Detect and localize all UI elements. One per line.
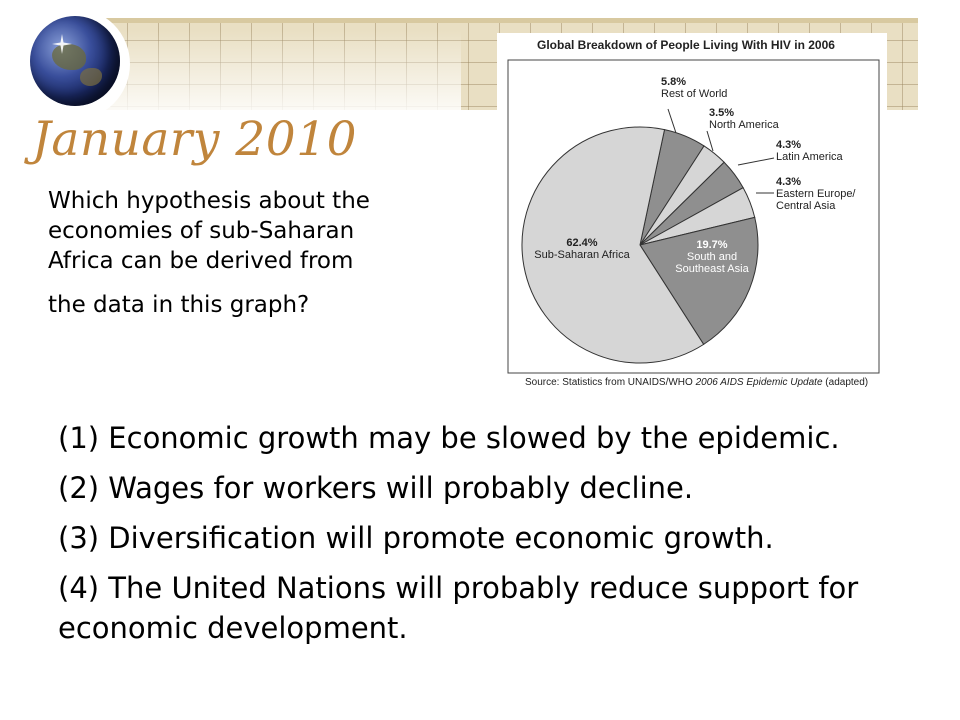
category-label-sub-saharan-africa: Sub-Saharan Africa	[534, 249, 630, 261]
data-label-sub-saharan-africa: 62.4%	[566, 237, 598, 249]
source-suffix: (adapted)	[822, 377, 869, 388]
answer-option-4[interactable]: (4) The United Nations will probably reduce support for economic development.	[58, 571, 859, 645]
leader-line-rest-of-world	[668, 109, 676, 133]
answer-option-2[interactable]: (2) Wages for workers will probably decline.	[58, 471, 694, 505]
source-prefix: Source: Statistics from UNAIDS/WHO	[525, 377, 696, 388]
data-label-north-america: 3.5%	[709, 107, 735, 119]
question-line-1: Which hypothesis about the economies of sub-Saharan Africa can be derived from	[48, 188, 370, 274]
category-label-eastern-europe-central-asia-line-2: Central Asia	[776, 200, 836, 212]
data-label-latin-america: 4.3%	[776, 139, 802, 151]
answer-list	[58, 418, 938, 658]
category-label-south-and-southeast-asia-line-1: South and	[686, 251, 738, 263]
data-label-eastern-europe-central-asia: 4.3%	[776, 176, 802, 188]
leader-line-latin-america	[738, 158, 774, 165]
answer-option-3[interactable]: (3) Diversification will promote economic growth.	[58, 521, 774, 555]
category-label-eastern-europe-central-asia-line-1: Eastern Europe/	[776, 188, 856, 200]
category-label-south-and-southeast-asia-line-2: Southeast Asia	[675, 263, 749, 275]
data-label-rest-of-world: 5.8%	[661, 76, 687, 88]
answer-option-1[interactable]: (1) Economic growth may be slowed by the epidemic.	[58, 421, 840, 455]
chart-title: Global Breakdown of People Living With HIV in 2006	[537, 38, 835, 52]
chart-source	[525, 377, 868, 388]
data-label-south-and-southeast-asia: 19.7%	[696, 239, 728, 251]
slide-title: January 2010	[32, 112, 357, 167]
category-label-latin-america: Latin America	[776, 151, 843, 163]
source-title: 2006 AIDS Epidemic Update	[695, 377, 823, 388]
category-label-rest-of-world: Rest of World	[661, 88, 728, 100]
category-label-north-america: North America	[709, 119, 779, 131]
question-line-2: the data in this graph?	[48, 292, 310, 318]
